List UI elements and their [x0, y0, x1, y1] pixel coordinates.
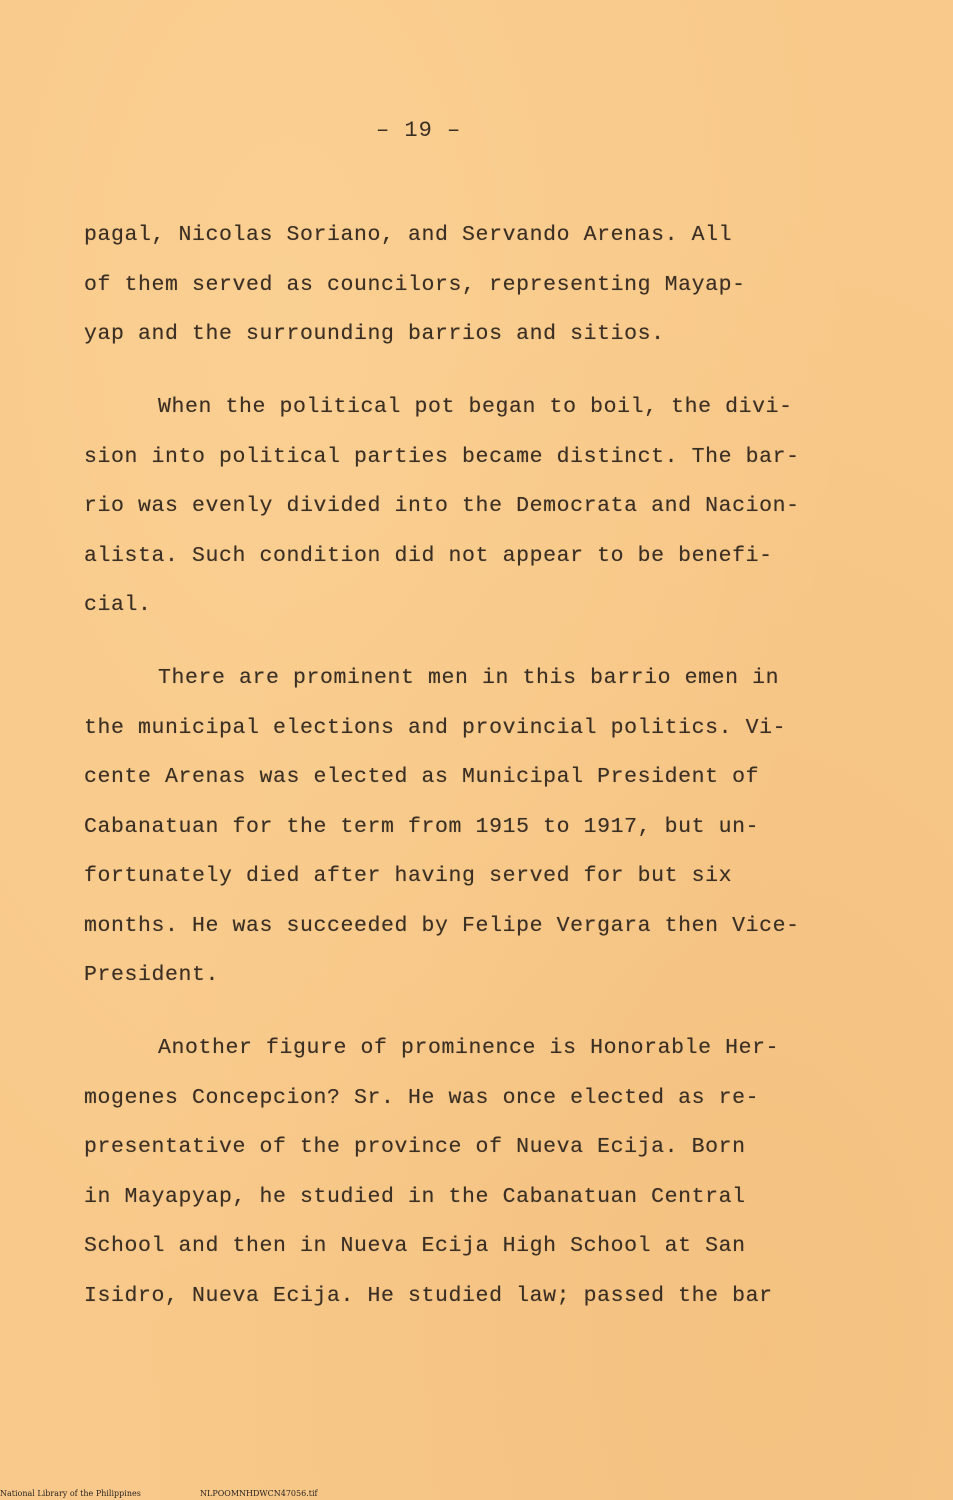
text-line: Isidro, Nueva Ecija. He studied law; passed the bar: [84, 1283, 773, 1308]
text-line: presentative of the province of Nueva Ecija. Born: [84, 1135, 746, 1159]
footer-library-credit: National Library of the Philippines: [0, 1489, 141, 1498]
text-line: Another figure of prominence is Honorable Her-: [158, 1036, 780, 1060]
paragraph-4: [84, 1024, 884, 1321]
text-line: mogenes Concepcion? Sr. He was once elected as re-: [84, 1085, 760, 1110]
text-line: President.: [84, 963, 220, 987]
text-line: alista. Such condition did not appear to be benefi-: [84, 543, 773, 568]
paragraph-3: [84, 654, 884, 1001]
paragraph-2: [84, 383, 884, 631]
text-line: of them served as councilors, representing Mayap-: [84, 272, 746, 297]
text-line: When the political pot began to boil, the divi-: [158, 395, 793, 419]
text-line: rio was evenly divided into the Democrata and Nacion-: [84, 494, 800, 518]
text-line: cial.: [84, 593, 152, 617]
text-line: School and then in Nueva Ecija High School at San: [84, 1234, 746, 1258]
text-line: the municipal elections and provincial politics. Vi-: [84, 715, 787, 740]
text-line: in Mayapyap, he studied in the Cabanatuan Central: [84, 1184, 746, 1209]
text-line: fortunately died after having served for but six: [84, 864, 733, 888]
text-line: cente Arenas was elected as Municipal President of: [84, 765, 760, 789]
paragraph-1: [84, 211, 884, 360]
text-line: pagal, Nicolas Soriano, and Servando Arenas. All: [84, 223, 733, 247]
text-line: sion into political parties became distinct. The bar-: [84, 444, 800, 469]
text-line: There are prominent men in this barrio emen in: [158, 666, 780, 690]
text-line: months. He was succeeded by Felipe Vergara then Vice-: [84, 913, 800, 938]
text-line: yap and the surrounding barrios and sitios.: [84, 322, 665, 346]
text-line: Cabanatuan for the term from 1915 to 1917, but un-: [84, 814, 760, 839]
page-number: – 19 –: [376, 118, 462, 143]
footer-filename: NLPOOMNHDWCN47056.tif: [200, 1489, 318, 1498]
